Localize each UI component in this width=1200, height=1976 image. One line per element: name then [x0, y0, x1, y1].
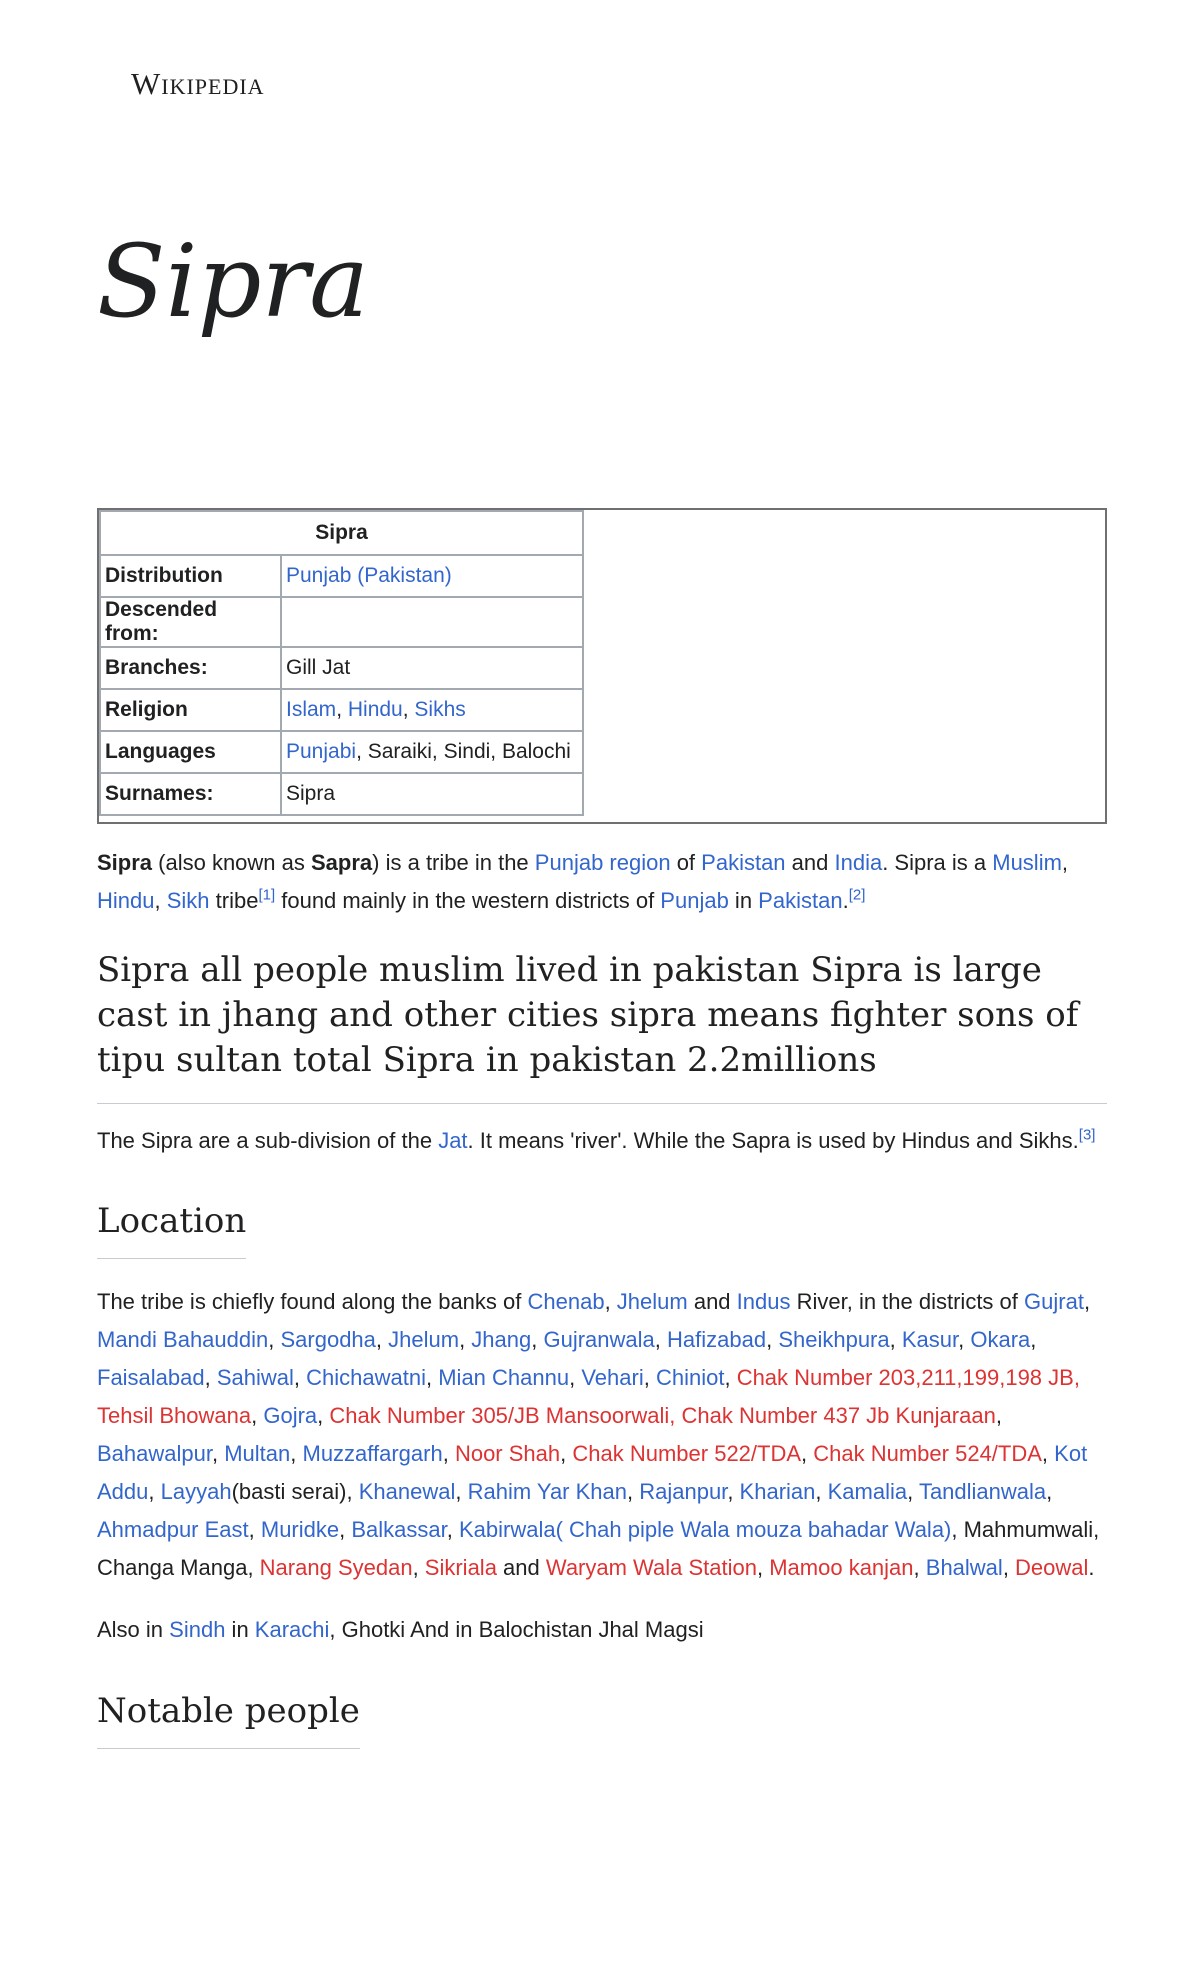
- text-segment: ,: [248, 1517, 261, 1542]
- text-segment: ,: [627, 1479, 640, 1504]
- text-segment: ,: [1002, 1555, 1016, 1580]
- link-punjab-pakistan[interactable]: Punjab (Pakistan): [286, 564, 452, 587]
- place-link[interactable]: Kabirwala( Chah piple Wala mouza bahadar Wala): [458, 1517, 952, 1542]
- text-segment: ,: [204, 1365, 217, 1390]
- wikipedia-wordmark[interactable]: Wikipedia: [131, 66, 265, 101]
- text-segment: .: [1088, 1555, 1095, 1580]
- link-sikhs[interactable]: Sikhs: [414, 698, 466, 721]
- red-link[interactable]: Waryam Wala Station: [545, 1555, 757, 1580]
- section-heading: Sipra all people muslim lived in pakistan Sipra is large cast in jhang and other cities sipra means fighter sons of tipu sultan total Sipra in pakistan 2.2millions: [97, 948, 1107, 1104]
- infobox-label: Descended from:: [100, 597, 281, 647]
- separator: ,: [336, 698, 348, 721]
- bold-term: Sipra: [97, 850, 153, 875]
- place-link[interactable]: Gojra: [263, 1403, 318, 1428]
- place-link[interactable]: Kamalia: [827, 1479, 908, 1504]
- place-link[interactable]: Hafizabad: [667, 1327, 767, 1352]
- text-segment: ,: [211, 1441, 225, 1466]
- place-link[interactable]: Mandi Bahauddin: [97, 1327, 269, 1352]
- place-link[interactable]: Gujranwala: [543, 1327, 655, 1352]
- text-segment: ,: [459, 1327, 472, 1352]
- location-paragraph: The tribe is chiefly found along the banks of Chenab, Jhelum and Indus River, in the districts of Gujrat, Mandi Bahauddin, Sargodha, Jhelum, Jhang, Gujranwala, Hafizabad, Sheikhpura, Kasur, Okara, Faisalabad, Sahiwal, Chichawatni, Mian Channu, Vehari, Chiniot, Chak Number 203,211,199,198 JB, Tehsil Bhowana, Gojra, Chak Number 305/JB Mansoorwali, Chak Number 437 Jb Kunjaraan, Bahawalpur, Multan, Muzzaffargarh, Noor Shah, Chak Number 522/TDA, Chak Number 524/TDA, Kot Addu, Layyah(basti serai), Khanewal, Rahim Yar Khan, Rajanpur, Kharian, Kamalia, Tandlianwala, Ahmadpur East, Muridke, Balkassar, Kabirwala( Chah piple Wala mouza bahadar Wala), Mahmumwali, Changa Manga, Narang Syedan, Sikriala and Waryam Wala Station, Mamoo kanjan, Bhalwal, Deowal.: [97, 1289, 1100, 1580]
- red-link[interactable]: Deowal: [1015, 1555, 1089, 1580]
- text-segment: ,: [815, 1479, 828, 1504]
- text-segment: ,: [412, 1555, 425, 1580]
- reference-3[interactable]: [3]: [1078, 1126, 1096, 1144]
- text-segment: ,: [426, 1365, 439, 1390]
- infobox-row-languages: [100, 731, 583, 773]
- text-segment: ,: [604, 1289, 617, 1314]
- text-segment: ,: [268, 1327, 281, 1352]
- infobox-row-distribution: [100, 555, 583, 597]
- text-segment: ,: [756, 1555, 770, 1580]
- section-heading-notable-people: Notable people: [97, 1689, 360, 1749]
- link-punjab[interactable]: Punjab: [660, 888, 729, 913]
- text-segment: ,: [907, 1479, 919, 1504]
- place-link[interactable]: Okara: [970, 1327, 1031, 1352]
- text-segment: ,: [654, 1327, 667, 1352]
- place-link[interactable]: Ahmadpur East: [97, 1517, 249, 1542]
- page-title: Sipra: [97, 223, 369, 340]
- place-link[interactable]: Muzzaffargarh: [302, 1441, 443, 1466]
- text-segment: River, in the districts of: [790, 1289, 1025, 1314]
- infobox-label: Distribution: [100, 555, 281, 597]
- text-segment: ,: [293, 1365, 307, 1390]
- also-paragraph: Also in Sindh in Karachi, Ghotki And in Balochistan Jhal Magsi: [97, 1617, 704, 1642]
- link-islam[interactable]: Islam: [286, 698, 337, 721]
- place-link[interactable]: Mian Channu: [438, 1365, 570, 1390]
- red-link[interactable]: Chak Number 305/JB Mansoorwali, Chak Number 437 Jb Kunjaraan: [329, 1403, 996, 1428]
- place-link[interactable]: Tandlianwala: [918, 1479, 1047, 1504]
- place-link[interactable]: Multan: [224, 1441, 291, 1466]
- article-content: [97, 508, 1107, 1749]
- text-segment: ,: [148, 1479, 161, 1504]
- text-segment: and: [687, 1289, 737, 1314]
- link-muslim[interactable]: Muslim: [992, 850, 1062, 875]
- text-segment: ,: [569, 1365, 582, 1390]
- text-segment: ,: [455, 1479, 468, 1504]
- text-segment: ,: [560, 1441, 573, 1466]
- place-link[interactable]: Bhalwal: [925, 1555, 1003, 1580]
- place-link[interactable]: Faisalabad: [97, 1365, 205, 1390]
- place-link[interactable]: Indus: [736, 1289, 791, 1314]
- paragraph: The Sipra are a sub-division of the Jat. It means 'river'. While the Sapra is used by Hindus and Sikhs.[3]: [97, 1126, 1096, 1153]
- text-segment: ,: [995, 1403, 1002, 1428]
- place-link[interactable]: Sahiwal: [216, 1365, 294, 1390]
- text-segment: ,: [766, 1327, 779, 1352]
- place-link[interactable]: Bahawalpur: [97, 1441, 212, 1466]
- place-link[interactable]: Vehari: [581, 1365, 644, 1390]
- place-link[interactable]: Kasur: [901, 1327, 959, 1352]
- infobox: [99, 510, 584, 816]
- infobox-label: Religion: [100, 689, 281, 731]
- infobox-label: Branches:: [100, 647, 281, 689]
- infobox-row-descended: [100, 597, 583, 647]
- place-link[interactable]: Jhelum: [388, 1327, 460, 1352]
- text-segment: (basti serai),: [231, 1479, 359, 1504]
- link-punjabi[interactable]: Punjabi: [286, 740, 357, 763]
- text-segment: ,: [1083, 1289, 1091, 1314]
- place-link[interactable]: Jhang: [471, 1327, 532, 1352]
- place-link[interactable]: Layyah: [160, 1479, 232, 1504]
- place-link[interactable]: Chiniot: [655, 1365, 725, 1390]
- text-segment: ,: [913, 1555, 926, 1580]
- link-pakistan[interactable]: Pakistan: [701, 850, 786, 875]
- text-segment: ,: [1030, 1327, 1037, 1352]
- text-segment: ,: [531, 1327, 544, 1352]
- place-link[interactable]: Jhelum: [616, 1289, 688, 1314]
- intro-paragraph: Sipra (also known as Sapra) is a tribe in the Punjab region of Pakistan and India. Sipra is a Muslim, Hindu, Sikh tribe[1] found mainly in the western districts of Punjab in Pakistan.[2]: [97, 850, 1069, 913]
- place-link[interactable]: Muridke: [260, 1517, 340, 1542]
- text-segment: and: [496, 1555, 546, 1580]
- infobox-frame: [97, 508, 1107, 824]
- text-segment: , Mahmumwali, Changa Manga,: [97, 1517, 1100, 1580]
- place-link[interactable]: Rajanpur: [639, 1479, 728, 1504]
- text-segment: ,: [889, 1327, 902, 1352]
- section-heading-location: Location: [97, 1199, 246, 1259]
- place-link[interactable]: Sheikhpura: [778, 1327, 890, 1352]
- place-link[interactable]: Chichawatni: [306, 1365, 426, 1390]
- bold-term: Sapra: [311, 850, 373, 875]
- infobox-caption: Sipra: [100, 511, 583, 555]
- place-link[interactable]: Balkassar: [351, 1517, 447, 1542]
- link-india[interactable]: India: [834, 850, 883, 875]
- red-link[interactable]: Noor Shah: [454, 1441, 561, 1466]
- link-sindh[interactable]: Sindh: [169, 1617, 226, 1642]
- text-segment: ,: [446, 1517, 459, 1542]
- red-link[interactable]: Mamoo kanjan: [769, 1555, 914, 1580]
- infobox-value: Gill Jat: [281, 647, 583, 689]
- infobox-row-surnames: [100, 773, 583, 815]
- link-karachi[interactable]: Karachi: [254, 1617, 330, 1642]
- text-segment: ,: [727, 1479, 740, 1504]
- infobox-value: Sipra: [281, 773, 583, 815]
- text-segment: ,: [643, 1365, 656, 1390]
- text-segment: ,: [958, 1327, 971, 1352]
- red-link[interactable]: Chak Number 203,211,199,198 JB, Tehsil Bhowana: [97, 1365, 1080, 1428]
- place-link[interactable]: Kharian: [739, 1479, 816, 1504]
- text-segment: ,: [317, 1403, 330, 1428]
- separator: ,: [402, 698, 415, 721]
- link-punjab-region[interactable]: Punjab region: [534, 850, 671, 875]
- text-segment: ,: [442, 1441, 455, 1466]
- place-link[interactable]: Sargodha: [280, 1327, 376, 1352]
- text-segment: ,: [724, 1365, 737, 1390]
- place-link[interactable]: Rahim Yar Khan: [467, 1479, 627, 1504]
- infobox-row-branches: [100, 647, 583, 689]
- infobox-label: Languages: [100, 731, 281, 773]
- text-segment: ,: [1046, 1479, 1053, 1504]
- link-hindu[interactable]: Hindu: [347, 698, 403, 721]
- text-segment: ,: [375, 1327, 389, 1352]
- place-link[interactable]: Kot Addu: [97, 1441, 1088, 1504]
- red-link[interactable]: Chak Number 522/TDA: [572, 1441, 802, 1466]
- reference-2[interactable]: [2]: [848, 886, 866, 904]
- text-segment: ,: [801, 1441, 814, 1466]
- reference-1[interactable]: [1]: [258, 886, 276, 904]
- link-jat[interactable]: Jat: [438, 1128, 468, 1153]
- place-link[interactable]: Chenab: [527, 1289, 605, 1314]
- text-segment: ,: [290, 1441, 303, 1466]
- place-link[interactable]: Gujrat: [1024, 1289, 1084, 1314]
- link-sikh[interactable]: Sikh: [166, 888, 210, 913]
- infobox-label: Surnames:: [100, 773, 281, 815]
- infobox-value: , Saraiki, Sindi, Balochi: [356, 740, 571, 763]
- text-segment: ,: [339, 1517, 352, 1542]
- place-link[interactable]: Khanewal: [358, 1479, 456, 1504]
- infobox-value: [281, 597, 583, 647]
- red-link[interactable]: Narang Syedan: [259, 1555, 413, 1580]
- text-segment: ,: [251, 1403, 264, 1428]
- text-segment: ,: [1041, 1441, 1055, 1466]
- red-link[interactable]: Chak Number 524/TDA: [813, 1441, 1042, 1466]
- link-hindu[interactable]: Hindu: [97, 888, 155, 913]
- red-link[interactable]: Sikriala: [424, 1555, 497, 1580]
- infobox-row-religion: [100, 689, 583, 731]
- link-pakistan[interactable]: Pakistan: [758, 888, 843, 913]
